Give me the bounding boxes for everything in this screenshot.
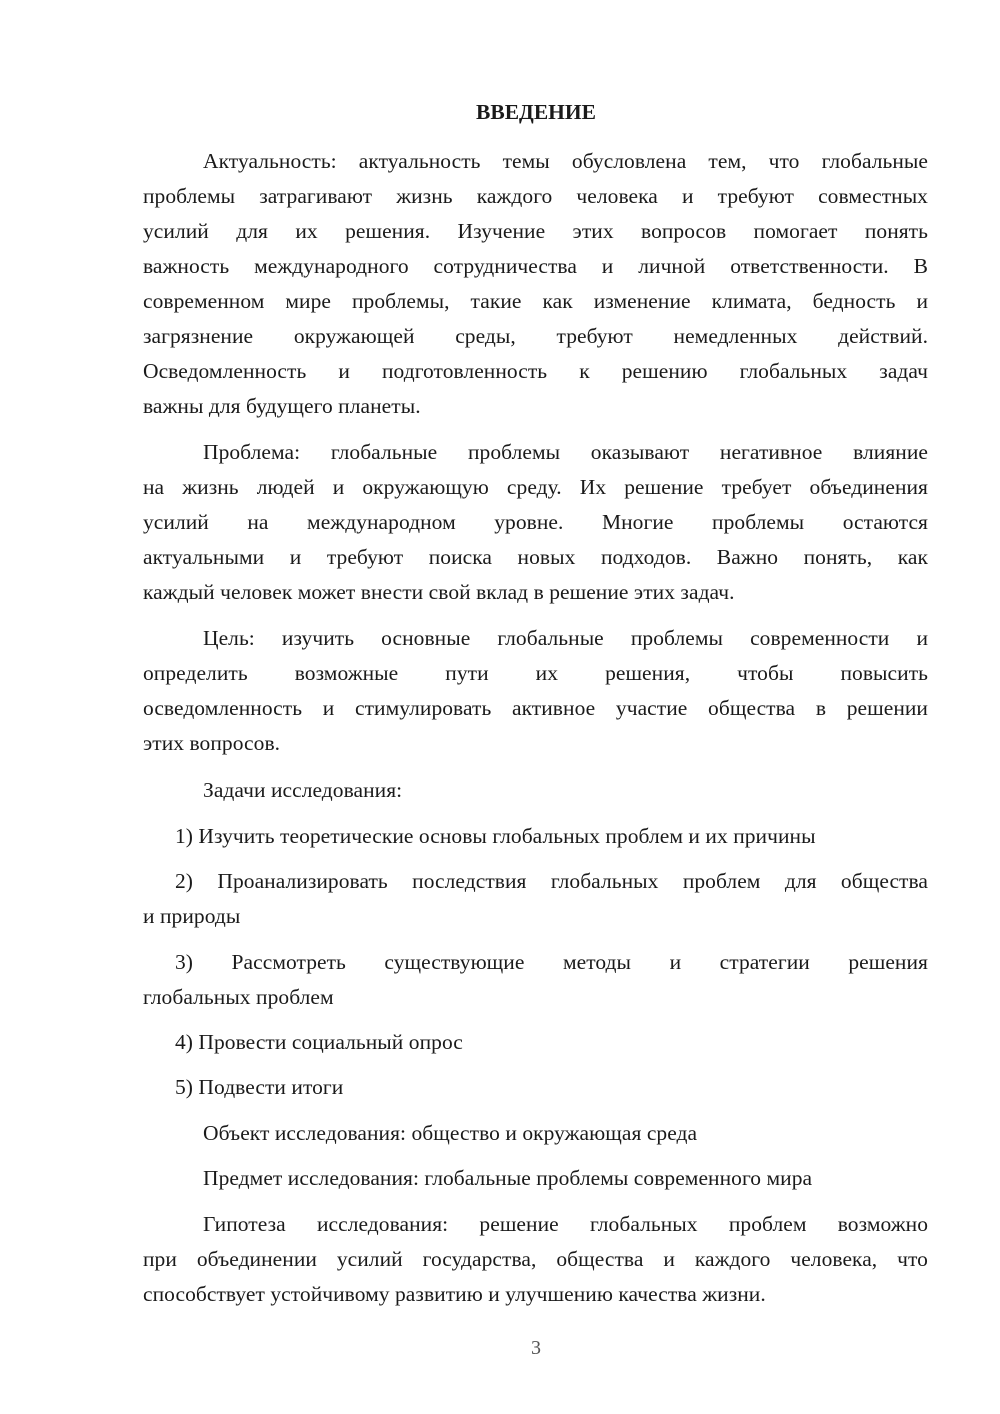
problem-line: на жизнь людей и окружающую среду. Их решение требует объединения: [143, 475, 928, 499]
goal-line: этих вопросов.: [143, 731, 281, 755]
research-object: Объект исследования: общество и окружающая среда: [203, 1121, 698, 1145]
research-subject: Предмет исследования: глобальные проблемы современного мира: [203, 1166, 813, 1190]
relevance-line: Осведомленность и подготовленность к решению глобальных задач: [143, 359, 928, 383]
task-item-continuation: и природы: [143, 904, 241, 928]
task-item: 5) Подвести итоги: [175, 1075, 344, 1099]
relevance-line: Актуальность: актуальность темы обусловлена тем, что глобальные: [203, 149, 928, 173]
task-item: 1) Изучить теоретические основы глобальных проблем и их причины: [175, 824, 816, 848]
relevance-line: загрязнение окружающей среды, требуют немедленных действий.: [143, 324, 928, 348]
page-number: 3: [531, 1337, 541, 1359]
goal-line: Цель: изучить основные глобальные проблемы современности и: [203, 626, 928, 650]
relevance-line: важны для будущего планеты.: [143, 394, 421, 418]
goal-line: определить возможные пути их решения, чтобы повысить: [143, 661, 928, 685]
page-title: ВВЕДЕНИЕ: [476, 100, 596, 124]
relevance-line: современном мире проблемы, такие как изменение климата, бедность и: [143, 289, 928, 313]
problem-line: Проблема: глобальные проблемы оказывают негативное влияние: [203, 440, 928, 464]
tasks-heading: Задачи исследования:: [203, 778, 403, 802]
relevance-line: усилий для их решения. Изучение этих вопросов помогает понять: [143, 219, 928, 243]
problem-line: усилий на международном уровне. Многие проблемы остаются: [143, 510, 928, 534]
relevance-line: важность международного сотрудничества и личной ответственности. В: [143, 254, 928, 278]
problem-line: актуальными и требуют поиска новых подходов. Важно понять, как: [143, 545, 928, 569]
task-item-continuation: глобальных проблем: [143, 985, 334, 1009]
hypothesis-line: при объединении усилий государства, общества и каждого человека, что: [143, 1247, 928, 1271]
hypothesis-line: способствует устойчивому развитию и улучшению качества жизни.: [143, 1282, 766, 1306]
hypothesis-line: Гипотеза исследования: решение глобальных проблем возможно: [203, 1212, 928, 1236]
task-item: 2) Проанализировать последствия глобальных проблем для общества: [175, 869, 928, 893]
task-item: 3) Рассмотреть существующие методы и стратегии решения: [175, 950, 928, 974]
task-item: 4) Провести социальный опрос: [175, 1030, 463, 1054]
relevance-line: проблемы затрагивают жизнь каждого человека и требуют совместных: [143, 184, 928, 208]
problem-line: каждый человек может внести свой вклад в решение этих задач.: [143, 580, 735, 604]
goal-line: осведомленность и стимулировать активное участие общества в решении: [143, 696, 928, 720]
